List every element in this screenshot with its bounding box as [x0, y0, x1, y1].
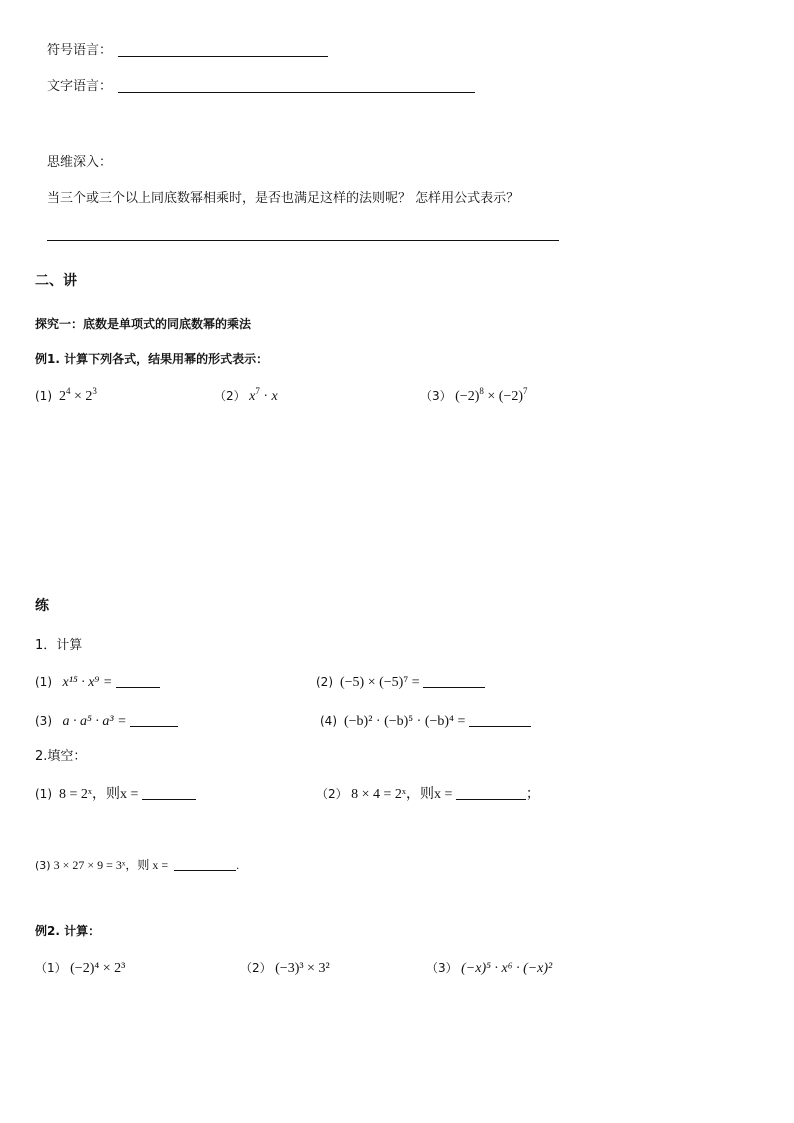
- q2-item-3: [35, 858, 239, 871]
- tail-punct: .: [236, 858, 240, 872]
- example1-item-2: [214, 386, 278, 404]
- think-deeper-question: 当三个或三个以上同底数幂相乘时，是否也满足这样的法则呢？ 怎样用公式表示？: [47, 191, 520, 206]
- practice-heading: 练: [35, 598, 49, 614]
- symbol-language-label: 符号语言：: [47, 43, 113, 58]
- expression: (−3)³ × 3²: [275, 961, 330, 976]
- expression: (−2)⁴ × 2³: [70, 961, 126, 976]
- q1-item-3: [35, 714, 178, 729]
- answer-blank[interactable]: [423, 675, 485, 688]
- text-language-blank[interactable]: [118, 92, 475, 93]
- example1-item-3: [420, 386, 528, 404]
- q2-item-2: [316, 787, 540, 802]
- expression: (−b)² · (−b)⁵ · (−b)⁴ =: [344, 714, 466, 729]
- exponent: 7: [255, 386, 260, 396]
- example2-item-3: [426, 962, 552, 976]
- example2-item-1: [35, 962, 125, 976]
- expression: (−x)⁵ · x⁶ · (−x)²: [461, 961, 553, 976]
- operator: ×: [487, 389, 496, 404]
- base: (−2): [498, 389, 524, 404]
- exponent: 3: [92, 386, 97, 396]
- expression: a · a⁵ · a³ =: [62, 714, 127, 729]
- think-answer-line[interactable]: [47, 240, 559, 241]
- expression: 8 = 2ˣ，则x =: [59, 787, 139, 802]
- base: x: [271, 389, 278, 404]
- item-number: (2): [316, 675, 333, 689]
- item-number: （2）: [214, 389, 246, 403]
- example2-title: 例2. 计算：: [35, 924, 101, 938]
- item-number: （3）: [420, 389, 452, 403]
- item-number: (1): [35, 675, 52, 689]
- example1-title: 例1. 计算下列各式，结果用幂的形式表示：: [35, 352, 269, 366]
- item-number: (3): [35, 859, 51, 872]
- answer-blank[interactable]: [469, 714, 531, 727]
- answer-blank[interactable]: [142, 787, 196, 800]
- answer-blank[interactable]: [456, 787, 526, 800]
- text-language-label: 文字语言：: [47, 79, 113, 94]
- answer-blank[interactable]: [130, 714, 178, 727]
- item-number: （2）: [240, 961, 272, 975]
- q1-item-4: [320, 714, 531, 729]
- base: x: [249, 389, 256, 404]
- item-number: (1): [35, 389, 52, 403]
- example2-item-2: [240, 962, 330, 976]
- item-number: (4): [320, 714, 337, 728]
- item-number: (1): [35, 787, 52, 801]
- exponent: 8: [479, 386, 484, 396]
- tail-punct: ；: [525, 787, 540, 802]
- exponent: 4: [66, 386, 71, 396]
- base: 2: [59, 389, 66, 404]
- q1-item-2: [316, 675, 485, 690]
- expression: x¹⁵ · x⁹ =: [62, 675, 113, 690]
- q2-item-1: [35, 787, 196, 802]
- explore1-title: 探究一：底数是单项式的同底数幂的乘法: [35, 317, 252, 331]
- think-deeper-label: 思维深入：: [47, 155, 113, 170]
- q1-title: 1．计算: [35, 638, 83, 653]
- answer-blank[interactable]: [174, 858, 236, 871]
- q1-item-1: [35, 675, 160, 690]
- expression: 8 × 4 = 2ˣ，则x =: [351, 787, 453, 802]
- item-number: （3）: [426, 961, 458, 975]
- expression: 3 × 27 × 9 = 3ˣ，则 x =: [53, 858, 169, 872]
- operator: ·: [263, 389, 269, 404]
- item-number: (3): [35, 714, 52, 728]
- expression: (−5) × (−5)⁷ =: [340, 675, 420, 690]
- answer-blank[interactable]: [116, 675, 160, 688]
- lecture-heading: 二、讲: [35, 273, 77, 289]
- base: 2: [85, 389, 93, 404]
- exponent: 7: [523, 386, 528, 396]
- base: (−2): [455, 389, 480, 404]
- operator: ×: [74, 389, 82, 404]
- symbol-language-blank[interactable]: [118, 56, 328, 57]
- item-number: （2）: [316, 787, 348, 801]
- q2-title: 2.填空：: [35, 749, 87, 764]
- example1-item-1: [35, 386, 97, 404]
- item-number: （1）: [35, 961, 67, 975]
